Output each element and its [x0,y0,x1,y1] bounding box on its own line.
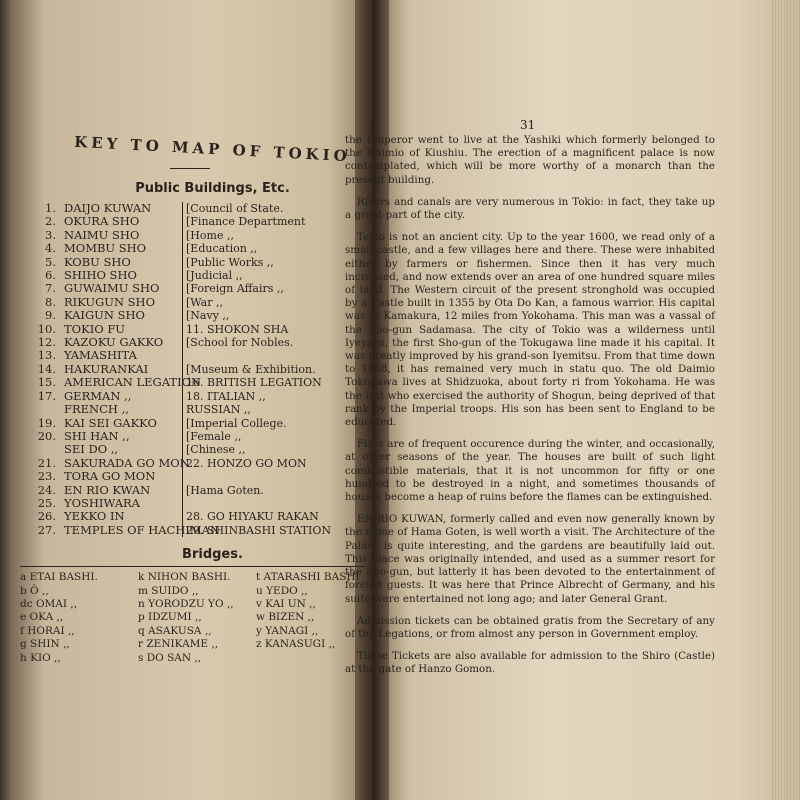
building-detail: [Home ,, [182,229,306,242]
building-name: FRENCH ,, [64,402,129,417]
building-number: 27. [37,522,56,537]
building-name: SEI DO ,, [64,442,119,457]
bridge-entry: a ETAI BASHI. [20,571,98,584]
building-detail: 11. SHOKON SHA [182,323,306,336]
paragraph: Rivers and canals are very numerous in Tokio: in fact, they take up a great part of the city. [345,195,715,222]
building-detail: [Finance Department [182,215,306,228]
building-row [20,430,365,443]
building-number: 15. [37,375,56,390]
building-number: 3. [45,227,56,242]
bridge-entry: h KIO ,, [20,651,61,664]
buildings-list [20,202,365,537]
title-divider [170,168,210,169]
building-name: YEKKO IN [64,509,125,524]
bridges-grid [20,566,365,665]
building-number: 14. [37,361,56,376]
building-name: TEMPLES OF HACHIMAN [64,522,221,537]
building-number: 13. [37,348,56,363]
building-number [20,403,56,416]
building-row [20,403,365,416]
bridge-entry: v KAI UN ,, [256,597,316,610]
building-row [20,282,365,295]
building-detail: [Council of State. [182,202,306,215]
bridge-entry: m SUIDO ,, [138,584,199,597]
building-row [20,336,365,349]
building-row [20,363,365,376]
building-name: YAMASHITA [64,348,137,363]
building-number: 1. [45,201,56,215]
building-name: HAKURANKAI [64,361,149,376]
bridge-entry: n YORODZU YO ,, [138,597,234,610]
building-number: 9. [45,308,56,323]
building-name: EN RIO KWAN [64,482,151,497]
building-number: 6. [45,268,56,283]
building-detail: [Hama Goten. [182,484,306,497]
building-row [20,390,365,403]
building-row [20,256,365,269]
bridge-entry: r ZENIKAME ,, [138,638,219,651]
building-name: GERMAN ,, [64,388,132,403]
building-number: 26. [37,509,56,524]
key-title: KEY TO MAP OF TOKIO [73,132,352,166]
building-name: SHI HAN ,, [64,428,130,443]
building-name: AMERICAN LEGATION [64,375,202,390]
building-number: 7. [45,281,56,296]
bridge-entry: e OKA ,, [20,611,64,624]
bridges-column-3 [256,571,360,665]
map-key [20,128,365,665]
building-number: 4. [45,241,56,256]
bridge-entry: q ASAKUSA ,, [138,624,212,637]
building-name: OKURA SHO [64,214,140,229]
page-number: 31 [520,118,536,132]
building-detail: 29. SHINBASHI STATION [182,524,306,537]
building-row [20,417,365,430]
building-row [20,524,365,537]
building-number: 17. [37,388,56,403]
building-name: YOSHIWARA [64,495,140,510]
building-detail [182,497,306,510]
building-detail: [Judicial ,, [182,269,306,282]
building-row [20,497,365,510]
public-buildings-title: Public Buildings, Etc. [135,181,290,196]
bridge-entry: u YEDO ,, [256,584,308,597]
building-number: 23. [37,469,56,484]
building-row [20,269,365,282]
building-name: KOBU SHO [64,254,131,269]
bridges-title: Bridges. [182,547,243,563]
building-number: 8. [45,294,56,309]
paragraph: Admission tickets can be obtained gratis from the Secretary of any of the Legations, or from almost any person in Government employ. [345,614,715,640]
bridge-entry: t ATARASHI BASHI [256,571,360,584]
building-row [20,510,365,523]
building-name: NAIMU SHO [64,227,140,242]
building-row [20,229,365,242]
building-row [20,202,365,215]
building-name: RIKUGUN SHO [64,294,156,309]
building-detail: [Chinese ,, [182,443,306,456]
paragraph: EN-RIO KUWAN, formerly called and even now generally known by the name of Hama Goten, is well worth a visit. The Architecture of the Palace is quite interesting, and the gardens are beautifully laid out. This place was originally intended, and used as a summer resort for the Sho-gun, but latterly it has been devoted to the entertainment of foreign guests. It was here that Prince Albrecht of Germany, and his suite were entertained not long ago; and later General Grant. [345,513,715,605]
building-name: SHIHO SHO [64,268,137,283]
building-row [20,349,365,362]
building-detail [182,470,306,483]
paragraph: These Tickets are also available for admission to the Shiro (Castle) at the gate of Hanzo Gomon. [345,650,715,676]
building-detail [182,349,306,362]
bridge-entry: s DO SAN ,, [138,651,202,664]
building-row [20,215,365,228]
building-detail: 28. GO HIYAKU RAKAN [182,510,306,523]
building-detail: 18. ITALIAN ,, [182,390,306,403]
building-number: 20. [37,428,56,443]
building-row [20,309,365,322]
building-detail: [Female ,, [182,430,306,443]
paragraph: Tokio is not an ancient city. Up to the year 1600, we read only of a small castle, and a few villages here and there. These were inhabited either by farmers or fishermen. Since then it has very much increased, and now extends over an area of one hundred square miles of land. The Western circuit of the present stronghold was occupied by a Castle built in 1355 by Ota Do Kan, a famous warrior. His capital was at Kamakura, 12 miles from Yokohama. This man was a vassal of the Sho-gun Sadamasa. The city of Tokio was a wilderness until Iyeyasu, the first Sho-gun of the Tokugawa line made it his capital. It was greatly improved by his grand-son Iyemitsu. From that time down to 1868, it has remained very much in statu quo. The old Daimio Tokugawa lives at Shidzuoka, about forty ri from Yokohama. He was the last who exercised the authority of Shogun, being deprived of that rank by the Imperial troops. His son has been sent to England to be educated. [345,231,715,429]
bridge-entry: g SHIN ,, [20,638,70,651]
building-name: KAI SEI GAKKO [64,415,157,430]
building-detail: [Education ,, [182,242,306,255]
bridge-entry: w BIZEN ,, [256,611,315,624]
building-detail: [Museum & Exhibition. [182,363,306,376]
building-detail: 22. HONZO GO MON [182,457,306,470]
paragraphs [345,134,715,677]
building-row [20,376,365,389]
building-detail: [Foreign Affairs ,, [182,282,306,295]
bridge-entry: k NIHON BASHI. [138,571,231,584]
bridge-entry: z KANASUGI ,, [256,638,336,651]
building-number: 19. [37,415,56,430]
building-row [20,296,365,309]
building-row [20,443,365,456]
text-page [345,118,715,686]
building-name: TORA GO MON [64,469,156,484]
page-edges [770,0,800,800]
building-number: 2. [45,214,56,229]
building-number: 5. [45,254,56,269]
bridge-entry: f HORAI ,, [20,624,75,637]
building-detail: [Public Works ,, [182,256,306,269]
building-number: 10. [37,321,56,336]
bridge-entry: p IDZUMI ,, [138,611,202,624]
bridges-column-1 [20,571,138,665]
building-detail: 16. BRITISH LEGATION [182,376,306,389]
building-detail: [Imperial College. [182,417,306,430]
building-name: KAIGUN SHO [64,308,145,323]
building-row [20,323,365,336]
building-number: 25. [37,495,56,510]
bridge-entry: dc OMAI ,, [20,597,78,610]
building-row [20,242,365,255]
building-name: MOMBU SHO [64,241,147,256]
building-name: GUWAIMU SHO [64,281,160,296]
building-number: 24. [37,482,56,497]
building-name: SAKURADA GO MON [64,455,190,470]
building-number: 21. [37,455,56,470]
building-detail: RUSSIAN ,, [182,403,306,416]
building-detail: [School for Nobles. [182,336,306,349]
building-row [20,457,365,470]
building-detail: [War ,, [182,296,306,309]
building-detail: [Navy ,, [182,309,306,322]
building-number: 12. [37,335,56,350]
building-name: KAZOKU GAKKO [64,335,164,350]
building-row [20,484,365,497]
building-name: TOKIO FU [64,321,125,336]
bridges-column-2 [138,571,256,665]
bridge-entry: y YANAGI ,, [256,624,319,637]
building-name: DAIJO KUWAN [64,201,152,215]
building-row [20,470,365,483]
bridge-entry: b Ô ,, [20,584,49,597]
paragraph: Fires are of frequent occurence during the winter, and occasionally, at other seasons of the year. The houses are built of such light combustible materials, that it is not uncommon for fifty or one hundred to be destroyed in a night, and sometimes thousands of houses become a heap of ruins before the flames can be extinguished. [345,438,715,504]
building-number [20,443,56,456]
paragraph: the Emperor went to live at the Yashiki which formerly belonged to the Daimio of Kiushiu. The erection of a magnificent palace is now contemplated, which will be more worthy of a monarch than the present building. [345,134,715,186]
